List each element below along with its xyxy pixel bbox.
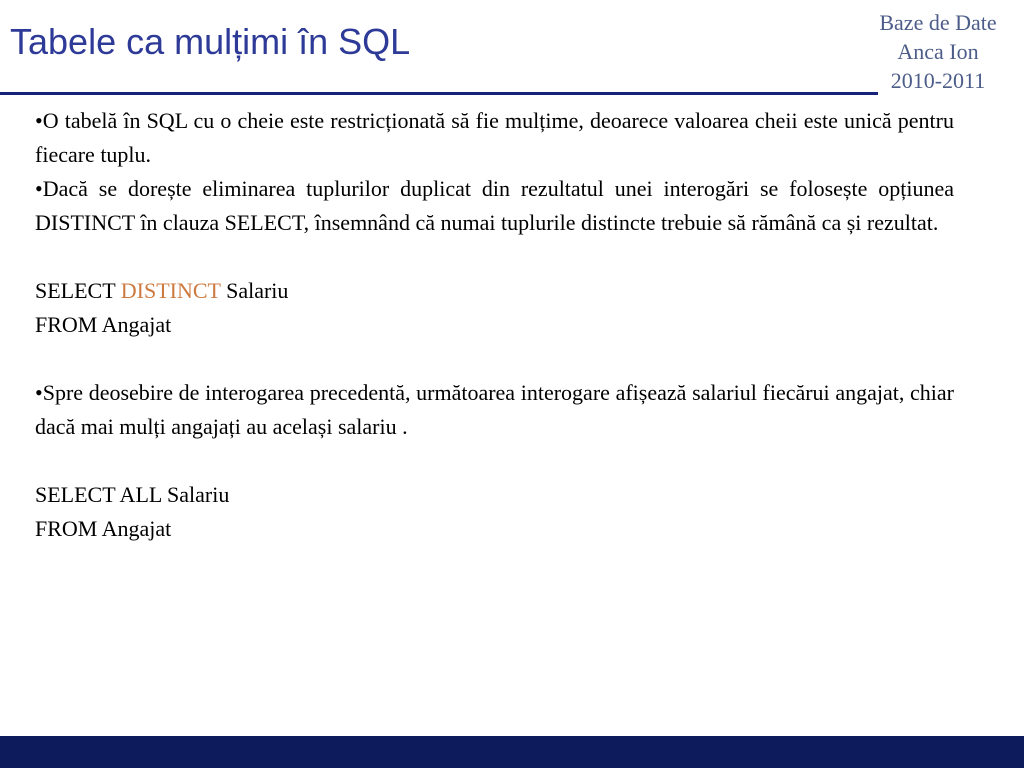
spacer: [35, 342, 954, 376]
paragraph-key-set: •O tabelă în SQL cu o cheie este restricționată să fie mulțime, deoarece valoarea cheii este unică pentru fiecare tuplu.: [35, 108, 954, 167]
column-name: Salariu: [226, 278, 289, 303]
query-distinct-from: FROM Angajat: [35, 312, 172, 337]
slide-content: [35, 104, 954, 546]
query-all-select: SELECT ALL Salariu: [35, 482, 230, 507]
paragraph-distinct: •Dacă se dorește eliminarea tuplurilor duplicat din rezultatul unei interogări se folosește opțiunea DISTINCT în clauza SELECT, însemnând că numai tuplurile distincte trebuie să rămână ca și rezultat.: [35, 176, 954, 235]
title-underline: [0, 92, 878, 95]
spacer: [35, 444, 954, 478]
academic-year: 2010-2011: [890, 68, 986, 93]
query-distinct-select: [35, 274, 954, 308]
course-name: Baze de Date: [879, 10, 997, 35]
paragraph-all: •Spre deosebire de interogarea precedentă, următoarea interogare afișează salariul fiecărui angajat, chiar dacă mai mulți angajați au același salariu .: [35, 380, 954, 439]
spacer: [35, 240, 954, 274]
header-info: [858, 8, 1018, 95]
slide-title: Tabele ca mulțimi în SQL: [10, 21, 411, 62]
author-name: Anca Ion: [897, 39, 979, 64]
distinct-keyword: DISTINCT: [120, 278, 221, 303]
query-all-from: FROM Angajat: [35, 516, 172, 541]
select-keyword: SELECT: [35, 278, 116, 303]
footer-bar: [0, 736, 1024, 768]
